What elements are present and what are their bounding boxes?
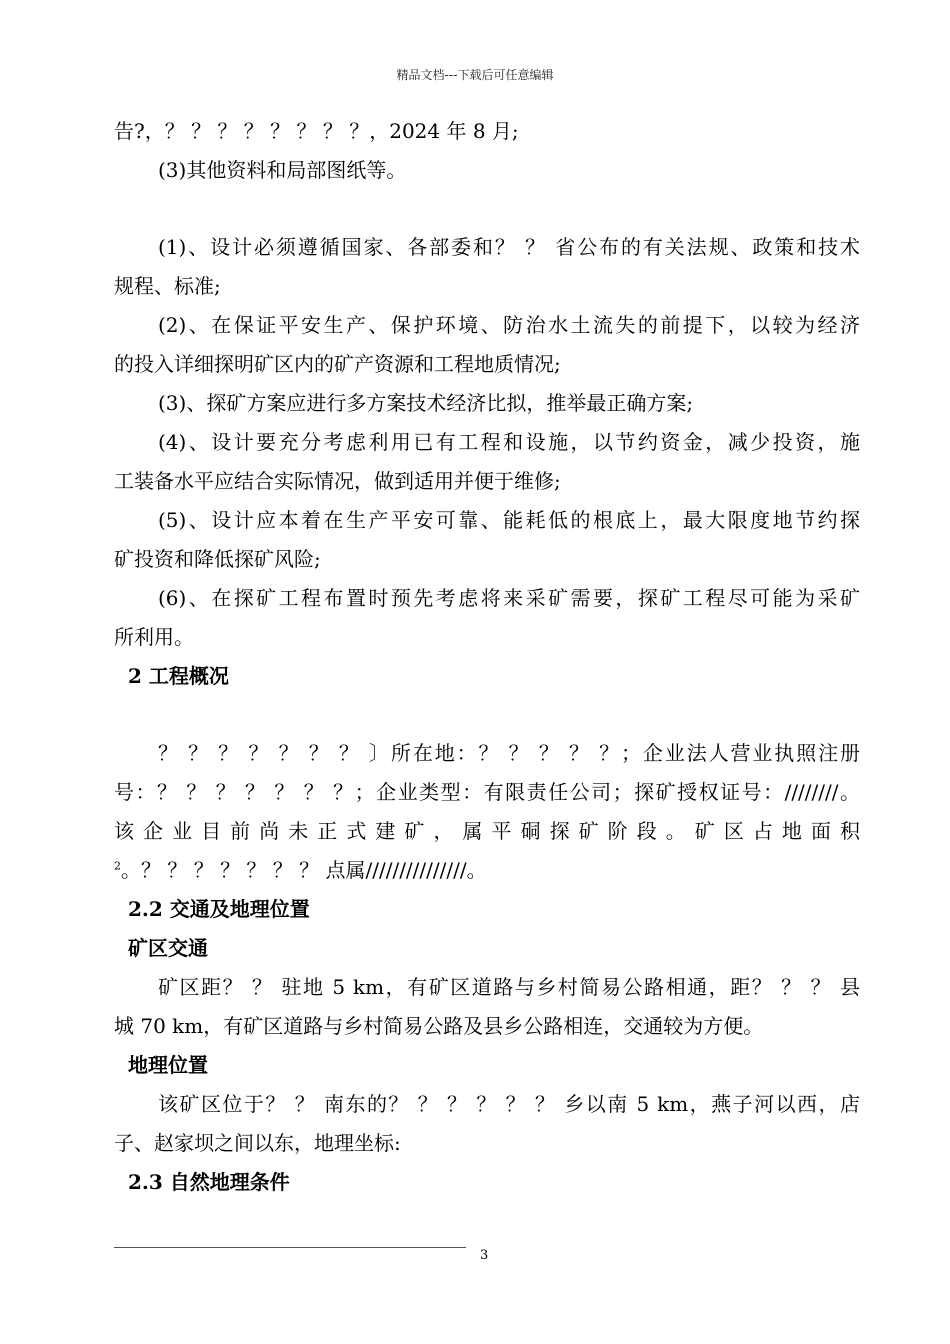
text-line: (1)、设计必须遵循国家、各部委和？ ？ 省公布的有关法规、政策和技术 [158, 235, 860, 259]
text-line: (2)、在保证平安生产、保护环境、防治水土流失的前提下，以较为经济 [158, 313, 860, 337]
text-line: (5)、设计应本着在生产平安可靠、能耗低的根底上，最大限度地节约探 [158, 508, 860, 532]
text-line: 该矿区位于？ ？ 南东的？ ？ ？ ？ ？ ？ 乡以南 5 km，燕子河以西，店 [158, 1092, 860, 1116]
subsection-heading: 矿区交通 [128, 936, 208, 960]
text-line: 号：？ ？ ？ ？ ？ ？ ？；企业类型：有限责任公司；探矿授权证号：////////。 [114, 780, 860, 804]
text-line: 所利用。 [114, 625, 194, 649]
text-line: 子、赵家坝之间以东，地理坐标: [114, 1131, 401, 1155]
footer-divider [114, 1247, 466, 1248]
text-line: (6)、在探矿工程布置时预先考虑将来采矿需要，探矿工程尽可能为采矿 [158, 586, 860, 610]
text-line: (4)、设计要充分考虑利用已有工程和设施，以节约资金，减少投资，施 [158, 430, 860, 454]
text-line: (3)其他资料和局部图纸等。 [158, 158, 407, 182]
page-header: 精品文档---下载后可任意编辑 [396, 68, 554, 82]
text-line: (3)、探矿方案应进行多方案技术经济比拟，推举最正确方案; [158, 391, 694, 415]
text-line: 矿区距？ ？ 驻地 5 km，有矿区道路与乡村简易公路相通，距？ ？ ？ 县 [158, 975, 860, 999]
text-line: ？ ？ ？ ？ ？ ？ ？ 〕所在地：？ ？ ？ ？ ？；企业法人营业执照注册 [158, 741, 860, 765]
text-line-content: 。？ ？ ？ ？ ？ ？ ？ 点属///////////////。 [121, 858, 487, 882]
text-line: 规程、标准; [114, 274, 221, 298]
page-number: 3 [480, 1248, 489, 1263]
superscript: 2 [114, 859, 121, 873]
text-line: 该企业目前尚未正式建矿，属平硐探矿阶段。矿区占地面积 [114, 819, 860, 843]
blank-line [114, 190, 860, 228]
section-heading: 2.3 自然地理条件 [128, 1170, 290, 1194]
section-heading: 2 工程概况 [128, 664, 229, 688]
text-line: 矿投资和降低探矿风险; [114, 547, 321, 571]
text-line: 告?，？ ？ ？ ？ ？ ？ ？ ？，2024 年 8 月; [114, 119, 519, 143]
text-line: 工装备水平应结合实际情况，做到适用并便于维修; [114, 469, 561, 493]
document-body [114, 112, 860, 1202]
text-line: 的投入详细探明矿区内的矿产资源和工程地质情况; [114, 352, 561, 376]
text-line: 城 70 km，有矿区道路与乡村简易公路及县乡公路相连，交通较为方便。 [114, 1014, 764, 1038]
section-heading: 2.2 交通及地理位置 [128, 897, 310, 921]
subsection-heading: 地理位置 [128, 1053, 208, 1077]
blank-line [114, 696, 860, 734]
text-line [114, 851, 860, 890]
